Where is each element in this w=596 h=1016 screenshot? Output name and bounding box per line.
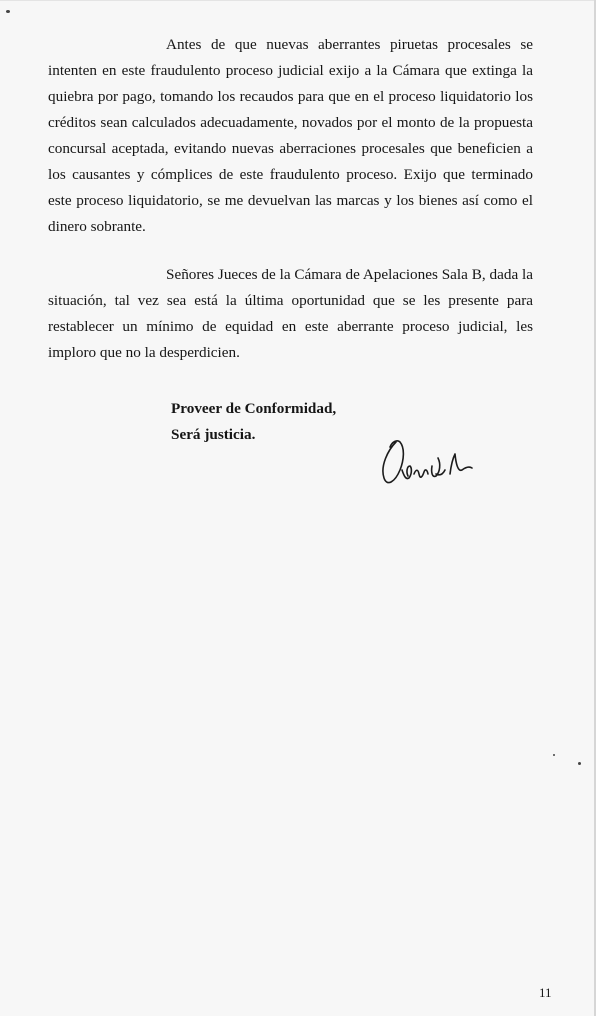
scan-speck	[578, 762, 581, 765]
scan-edge-top	[0, 0, 596, 1]
scan-speck	[6, 10, 10, 13]
closing-line: Será justicia.	[171, 426, 256, 443]
body-paragraph: Antes de que nuevas aberrantes piruetas procesales se intenten en este fraudulento proceso judicial exijo a la Cámara que extinga la quiebra por pago, tomando los recaudos para que en el proceso liquidatorio los créditos sean calculados adecuadamente, novados por el monto de la propuesta concursal aceptada, evitando nuevas aberraciones procesales que beneficien a los causantes y cómplices de este fraudulento proceso. Exijo que terminado este proceso liquidatorio, se me devuelvan las marcas y los bienes así como el dinero sobrante.	[48, 36, 533, 235]
page-number: 11	[539, 985, 552, 1000]
body-paragraph: Señores Jueces de la Cámara de Apelaciones Sala B, dada la situación, tal vez sea está la última oportunidad que se les presente para restablecer un mínimo de equidad en este aberrante proceso judicial, les imploro que no la desperdicien.	[48, 266, 533, 361]
scan-speck	[553, 754, 555, 756]
closing-line: Proveer de Conformidad,	[171, 400, 337, 417]
handwritten-signature-icon	[376, 436, 476, 492]
